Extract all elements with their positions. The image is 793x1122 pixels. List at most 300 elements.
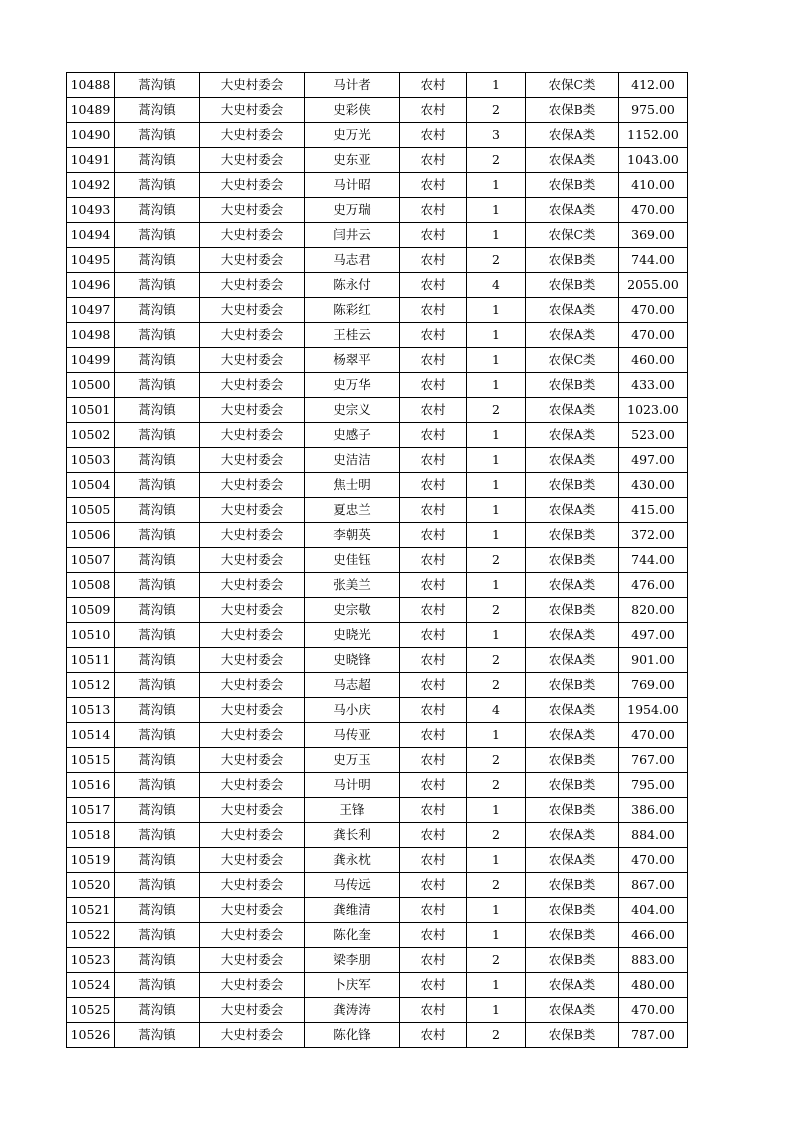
household-type-cell: 农村 [400, 873, 467, 898]
insurance-category-cell: 农保C类 [526, 73, 619, 98]
member-count-cell: 1 [467, 423, 526, 448]
household-type-cell: 农村 [400, 573, 467, 598]
record-id-cell: 10520 [67, 873, 115, 898]
record-id-cell: 10517 [67, 798, 115, 823]
insurance-category-cell: 农保B类 [526, 773, 619, 798]
insurance-category-cell: 农保A类 [526, 573, 619, 598]
town-cell: 蒿沟镇 [115, 698, 200, 723]
amount-cell: 460.00 [619, 348, 688, 373]
amount-cell: 470.00 [619, 198, 688, 223]
town-cell: 蒿沟镇 [115, 373, 200, 398]
person-name-cell: 史万玉 [305, 748, 400, 773]
record-id-cell: 10515 [67, 748, 115, 773]
record-id-cell: 10505 [67, 498, 115, 523]
village-committee-cell: 大史村委会 [200, 748, 305, 773]
table-row [67, 448, 688, 473]
village-committee-cell: 大史村委会 [200, 498, 305, 523]
table-row [67, 173, 688, 198]
village-committee-cell: 大史村委会 [200, 148, 305, 173]
household-type-cell: 农村 [400, 598, 467, 623]
village-committee-cell: 大史村委会 [200, 523, 305, 548]
insurance-category-cell: 农保B类 [526, 248, 619, 273]
person-name-cell: 陈化奎 [305, 923, 400, 948]
person-name-cell: 马计明 [305, 773, 400, 798]
amount-cell: 372.00 [619, 523, 688, 548]
person-name-cell: 王锋 [305, 798, 400, 823]
village-committee-cell: 大史村委会 [200, 948, 305, 973]
person-name-cell: 龚维清 [305, 898, 400, 923]
insurance-category-cell: 农保B类 [526, 923, 619, 948]
table-row [67, 323, 688, 348]
village-committee-cell: 大史村委会 [200, 923, 305, 948]
town-cell: 蒿沟镇 [115, 473, 200, 498]
household-type-cell: 农村 [400, 473, 467, 498]
record-id-cell: 10503 [67, 448, 115, 473]
town-cell: 蒿沟镇 [115, 598, 200, 623]
household-type-cell: 农村 [400, 673, 467, 698]
insurance-category-cell: 农保A类 [526, 498, 619, 523]
amount-cell: 1043.00 [619, 148, 688, 173]
record-id-cell: 10501 [67, 398, 115, 423]
household-type-cell: 农村 [400, 848, 467, 873]
person-name-cell: 史万华 [305, 373, 400, 398]
insurance-category-cell: 农保B类 [526, 98, 619, 123]
person-name-cell: 陈彩红 [305, 298, 400, 323]
table-row [67, 723, 688, 748]
village-committee-cell: 大史村委会 [200, 348, 305, 373]
amount-cell: 404.00 [619, 898, 688, 923]
village-committee-cell: 大史村委会 [200, 173, 305, 198]
amount-cell: 410.00 [619, 173, 688, 198]
table-row [67, 498, 688, 523]
insurance-category-cell: 农保A类 [526, 623, 619, 648]
town-cell: 蒿沟镇 [115, 998, 200, 1023]
amount-cell: 523.00 [619, 423, 688, 448]
table-row [67, 948, 688, 973]
town-cell: 蒿沟镇 [115, 323, 200, 348]
insurance-category-cell: 农保C类 [526, 223, 619, 248]
person-name-cell: 史晓光 [305, 623, 400, 648]
village-committee-cell: 大史村委会 [200, 123, 305, 148]
insurance-category-cell: 农保B类 [526, 1023, 619, 1048]
table-row [67, 973, 688, 998]
town-cell: 蒿沟镇 [115, 398, 200, 423]
town-cell: 蒿沟镇 [115, 673, 200, 698]
person-name-cell: 史感子 [305, 423, 400, 448]
member-count-cell: 1 [467, 348, 526, 373]
record-id-cell: 10489 [67, 98, 115, 123]
village-committee-cell: 大史村委会 [200, 198, 305, 223]
town-cell: 蒿沟镇 [115, 948, 200, 973]
member-count-cell: 2 [467, 148, 526, 173]
table-row [67, 598, 688, 623]
town-cell: 蒿沟镇 [115, 123, 200, 148]
member-count-cell: 2 [467, 948, 526, 973]
record-id-cell: 10519 [67, 848, 115, 873]
member-count-cell: 1 [467, 523, 526, 548]
household-type-cell: 农村 [400, 248, 467, 273]
amount-cell: 769.00 [619, 673, 688, 698]
village-committee-cell: 大史村委会 [200, 323, 305, 348]
table-row [67, 398, 688, 423]
amount-cell: 795.00 [619, 773, 688, 798]
insurance-category-cell: 农保B类 [526, 548, 619, 573]
person-name-cell: 马志君 [305, 248, 400, 273]
member-count-cell: 2 [467, 98, 526, 123]
member-count-cell: 2 [467, 248, 526, 273]
record-id-cell: 10512 [67, 673, 115, 698]
member-count-cell: 4 [467, 273, 526, 298]
insurance-category-cell: 农保B类 [526, 173, 619, 198]
household-type-cell: 农村 [400, 1023, 467, 1048]
town-cell: 蒿沟镇 [115, 623, 200, 648]
person-name-cell: 马小庆 [305, 698, 400, 723]
household-type-cell: 农村 [400, 748, 467, 773]
person-name-cell: 史彩侠 [305, 98, 400, 123]
table-row [67, 348, 688, 373]
household-type-cell: 农村 [400, 948, 467, 973]
person-name-cell: 夏忠兰 [305, 498, 400, 523]
record-id-cell: 10516 [67, 773, 115, 798]
village-committee-cell: 大史村委会 [200, 698, 305, 723]
village-committee-cell: 大史村委会 [200, 898, 305, 923]
village-committee-cell: 大史村委会 [200, 298, 305, 323]
town-cell: 蒿沟镇 [115, 923, 200, 948]
member-count-cell: 1 [467, 373, 526, 398]
household-type-cell: 农村 [400, 623, 467, 648]
town-cell: 蒿沟镇 [115, 798, 200, 823]
table-row [67, 273, 688, 298]
person-name-cell: 张美兰 [305, 573, 400, 598]
village-committee-cell: 大史村委会 [200, 1023, 305, 1048]
insurance-category-cell: 农保B类 [526, 523, 619, 548]
town-cell: 蒿沟镇 [115, 898, 200, 923]
household-type-cell: 农村 [400, 173, 467, 198]
record-id-cell: 10488 [67, 73, 115, 98]
record-id-cell: 10523 [67, 948, 115, 973]
amount-cell: 901.00 [619, 648, 688, 673]
record-id-cell: 10490 [67, 123, 115, 148]
table-row [67, 873, 688, 898]
member-count-cell: 3 [467, 123, 526, 148]
table-row [67, 798, 688, 823]
member-count-cell: 1 [467, 448, 526, 473]
insurance-category-cell: 农保A类 [526, 398, 619, 423]
village-committee-cell: 大史村委会 [200, 98, 305, 123]
town-cell: 蒿沟镇 [115, 73, 200, 98]
record-id-cell: 10504 [67, 473, 115, 498]
household-type-cell: 农村 [400, 348, 467, 373]
member-count-cell: 1 [467, 723, 526, 748]
person-name-cell: 马传远 [305, 873, 400, 898]
household-type-cell: 农村 [400, 398, 467, 423]
person-name-cell: 卜庆军 [305, 973, 400, 998]
amount-cell: 1152.00 [619, 123, 688, 148]
insurance-category-cell: 农保C类 [526, 348, 619, 373]
town-cell: 蒿沟镇 [115, 573, 200, 598]
insurance-category-cell: 农保A类 [526, 823, 619, 848]
insurance-category-cell: 农保B类 [526, 898, 619, 923]
amount-cell: 470.00 [619, 298, 688, 323]
member-count-cell: 2 [467, 548, 526, 573]
amount-cell: 386.00 [619, 798, 688, 823]
record-id-cell: 10502 [67, 423, 115, 448]
record-id-cell: 10499 [67, 348, 115, 373]
insurance-category-cell: 农保B类 [526, 873, 619, 898]
household-type-cell: 农村 [400, 273, 467, 298]
member-count-cell: 1 [467, 73, 526, 98]
member-count-cell: 1 [467, 998, 526, 1023]
member-count-cell: 2 [467, 873, 526, 898]
town-cell: 蒿沟镇 [115, 648, 200, 673]
household-type-cell: 农村 [400, 73, 467, 98]
amount-cell: 884.00 [619, 823, 688, 848]
record-id-cell: 10510 [67, 623, 115, 648]
insurance-category-cell: 农保B类 [526, 598, 619, 623]
member-count-cell: 2 [467, 748, 526, 773]
household-type-cell: 农村 [400, 773, 467, 798]
amount-cell: 433.00 [619, 373, 688, 398]
village-committee-cell: 大史村委会 [200, 248, 305, 273]
table-row [67, 248, 688, 273]
member-count-cell: 4 [467, 698, 526, 723]
household-type-cell: 农村 [400, 548, 467, 573]
amount-cell: 470.00 [619, 848, 688, 873]
household-type-cell: 农村 [400, 898, 467, 923]
member-count-cell: 1 [467, 798, 526, 823]
table-row [67, 423, 688, 448]
record-id-cell: 10511 [67, 648, 115, 673]
amount-cell: 369.00 [619, 223, 688, 248]
insurance-category-cell: 农保B类 [526, 373, 619, 398]
village-committee-cell: 大史村委会 [200, 623, 305, 648]
insurance-category-cell: 农保A类 [526, 723, 619, 748]
town-cell: 蒿沟镇 [115, 273, 200, 298]
insurance-category-cell: 农保B类 [526, 798, 619, 823]
record-id-cell: 10513 [67, 698, 115, 723]
member-count-cell: 1 [467, 198, 526, 223]
table-row [67, 848, 688, 873]
town-cell: 蒿沟镇 [115, 498, 200, 523]
village-committee-cell: 大史村委会 [200, 723, 305, 748]
village-committee-cell: 大史村委会 [200, 223, 305, 248]
village-committee-cell: 大史村委会 [200, 648, 305, 673]
record-id-cell: 10514 [67, 723, 115, 748]
amount-cell: 1954.00 [619, 698, 688, 723]
person-name-cell: 闫井云 [305, 223, 400, 248]
household-type-cell: 农村 [400, 448, 467, 473]
insurance-category-cell: 农保A类 [526, 648, 619, 673]
table-row [67, 198, 688, 223]
person-name-cell: 梁李朋 [305, 948, 400, 973]
person-name-cell: 陈永付 [305, 273, 400, 298]
household-type-cell: 农村 [400, 148, 467, 173]
record-id-cell: 10507 [67, 548, 115, 573]
person-name-cell: 史东亚 [305, 148, 400, 173]
person-name-cell: 马计昭 [305, 173, 400, 198]
town-cell: 蒿沟镇 [115, 148, 200, 173]
amount-cell: 744.00 [619, 548, 688, 573]
insurance-category-cell: 农保A类 [526, 448, 619, 473]
amount-cell: 820.00 [619, 598, 688, 623]
amount-cell: 867.00 [619, 873, 688, 898]
record-id-cell: 10493 [67, 198, 115, 223]
town-cell: 蒿沟镇 [115, 773, 200, 798]
household-type-cell: 农村 [400, 823, 467, 848]
table-row [67, 623, 688, 648]
amount-cell: 787.00 [619, 1023, 688, 1048]
person-name-cell: 杨翠平 [305, 348, 400, 373]
village-committee-cell: 大史村委会 [200, 573, 305, 598]
table-row [67, 123, 688, 148]
amount-cell: 470.00 [619, 998, 688, 1023]
table-row [67, 573, 688, 598]
town-cell: 蒿沟镇 [115, 348, 200, 373]
amount-cell: 466.00 [619, 923, 688, 948]
member-count-cell: 1 [467, 573, 526, 598]
village-committee-cell: 大史村委会 [200, 273, 305, 298]
household-type-cell: 农村 [400, 323, 467, 348]
amount-cell: 412.00 [619, 73, 688, 98]
village-committee-cell: 大史村委会 [200, 598, 305, 623]
insurance-category-cell: 农保A类 [526, 698, 619, 723]
member-count-cell: 1 [467, 323, 526, 348]
household-type-cell: 农村 [400, 723, 467, 748]
person-name-cell: 史宗义 [305, 398, 400, 423]
household-type-cell: 农村 [400, 498, 467, 523]
town-cell: 蒿沟镇 [115, 873, 200, 898]
person-name-cell: 龚永枕 [305, 848, 400, 873]
member-count-cell: 2 [467, 1023, 526, 1048]
record-id-cell: 10498 [67, 323, 115, 348]
amount-cell: 470.00 [619, 723, 688, 748]
member-count-cell: 1 [467, 223, 526, 248]
table-row [67, 773, 688, 798]
record-id-cell: 10495 [67, 248, 115, 273]
town-cell: 蒿沟镇 [115, 523, 200, 548]
town-cell: 蒿沟镇 [115, 823, 200, 848]
records-table [66, 72, 688, 1048]
insurance-category-cell: 农保B类 [526, 673, 619, 698]
insurance-category-cell: 农保A类 [526, 198, 619, 223]
record-id-cell: 10522 [67, 923, 115, 948]
town-cell: 蒿沟镇 [115, 448, 200, 473]
amount-cell: 415.00 [619, 498, 688, 523]
town-cell: 蒿沟镇 [115, 198, 200, 223]
member-count-cell: 2 [467, 673, 526, 698]
record-id-cell: 10506 [67, 523, 115, 548]
village-committee-cell: 大史村委会 [200, 798, 305, 823]
household-type-cell: 农村 [400, 973, 467, 998]
member-count-cell: 1 [467, 848, 526, 873]
village-committee-cell: 大史村委会 [200, 548, 305, 573]
amount-cell: 480.00 [619, 973, 688, 998]
insurance-category-cell: 农保B类 [526, 273, 619, 298]
record-id-cell: 10508 [67, 573, 115, 598]
household-type-cell: 农村 [400, 198, 467, 223]
member-count-cell: 1 [467, 973, 526, 998]
insurance-category-cell: 农保B类 [526, 473, 619, 498]
table-row [67, 923, 688, 948]
table-row [67, 648, 688, 673]
table-row [67, 373, 688, 398]
person-name-cell: 史佳钰 [305, 548, 400, 573]
town-cell: 蒿沟镇 [115, 248, 200, 273]
insurance-category-cell: 农保A类 [526, 298, 619, 323]
village-committee-cell: 大史村委会 [200, 848, 305, 873]
member-count-cell: 1 [467, 498, 526, 523]
table-row [67, 698, 688, 723]
member-count-cell: 1 [467, 473, 526, 498]
household-type-cell: 农村 [400, 523, 467, 548]
village-committee-cell: 大史村委会 [200, 873, 305, 898]
village-committee-cell: 大史村委会 [200, 998, 305, 1023]
person-name-cell: 焦士明 [305, 473, 400, 498]
member-count-cell: 2 [467, 648, 526, 673]
person-name-cell: 陈化锋 [305, 1023, 400, 1048]
household-type-cell: 农村 [400, 223, 467, 248]
record-id-cell: 10509 [67, 598, 115, 623]
village-committee-cell: 大史村委会 [200, 423, 305, 448]
village-committee-cell: 大史村委会 [200, 673, 305, 698]
person-name-cell: 史晓锋 [305, 648, 400, 673]
record-id-cell: 10496 [67, 273, 115, 298]
town-cell: 蒿沟镇 [115, 1023, 200, 1048]
household-type-cell: 农村 [400, 698, 467, 723]
town-cell: 蒿沟镇 [115, 223, 200, 248]
amount-cell: 975.00 [619, 98, 688, 123]
town-cell: 蒿沟镇 [115, 848, 200, 873]
member-count-cell: 1 [467, 298, 526, 323]
amount-cell: 767.00 [619, 748, 688, 773]
household-type-cell: 农村 [400, 998, 467, 1023]
record-id-cell: 10497 [67, 298, 115, 323]
town-cell: 蒿沟镇 [115, 548, 200, 573]
records-table-body [67, 73, 688, 1048]
person-name-cell: 马传亚 [305, 723, 400, 748]
village-committee-cell: 大史村委会 [200, 973, 305, 998]
person-name-cell: 马计者 [305, 73, 400, 98]
household-type-cell: 农村 [400, 123, 467, 148]
table-row [67, 1023, 688, 1048]
amount-cell: 883.00 [619, 948, 688, 973]
village-committee-cell: 大史村委会 [200, 373, 305, 398]
amount-cell: 1023.00 [619, 398, 688, 423]
insurance-category-cell: 农保A类 [526, 973, 619, 998]
town-cell: 蒿沟镇 [115, 748, 200, 773]
record-id-cell: 10500 [67, 373, 115, 398]
insurance-category-cell: 农保A类 [526, 148, 619, 173]
table-row [67, 98, 688, 123]
village-committee-cell: 大史村委会 [200, 73, 305, 98]
record-id-cell: 10494 [67, 223, 115, 248]
town-cell: 蒿沟镇 [115, 423, 200, 448]
amount-cell: 744.00 [619, 248, 688, 273]
town-cell: 蒿沟镇 [115, 98, 200, 123]
table-row [67, 673, 688, 698]
table-row [67, 748, 688, 773]
member-count-cell: 1 [467, 923, 526, 948]
household-type-cell: 农村 [400, 373, 467, 398]
record-id-cell: 10518 [67, 823, 115, 848]
member-count-cell: 1 [467, 898, 526, 923]
village-committee-cell: 大史村委会 [200, 823, 305, 848]
household-type-cell: 农村 [400, 648, 467, 673]
table-row [67, 73, 688, 98]
household-type-cell: 农村 [400, 298, 467, 323]
town-cell: 蒿沟镇 [115, 723, 200, 748]
amount-cell: 470.00 [619, 323, 688, 348]
